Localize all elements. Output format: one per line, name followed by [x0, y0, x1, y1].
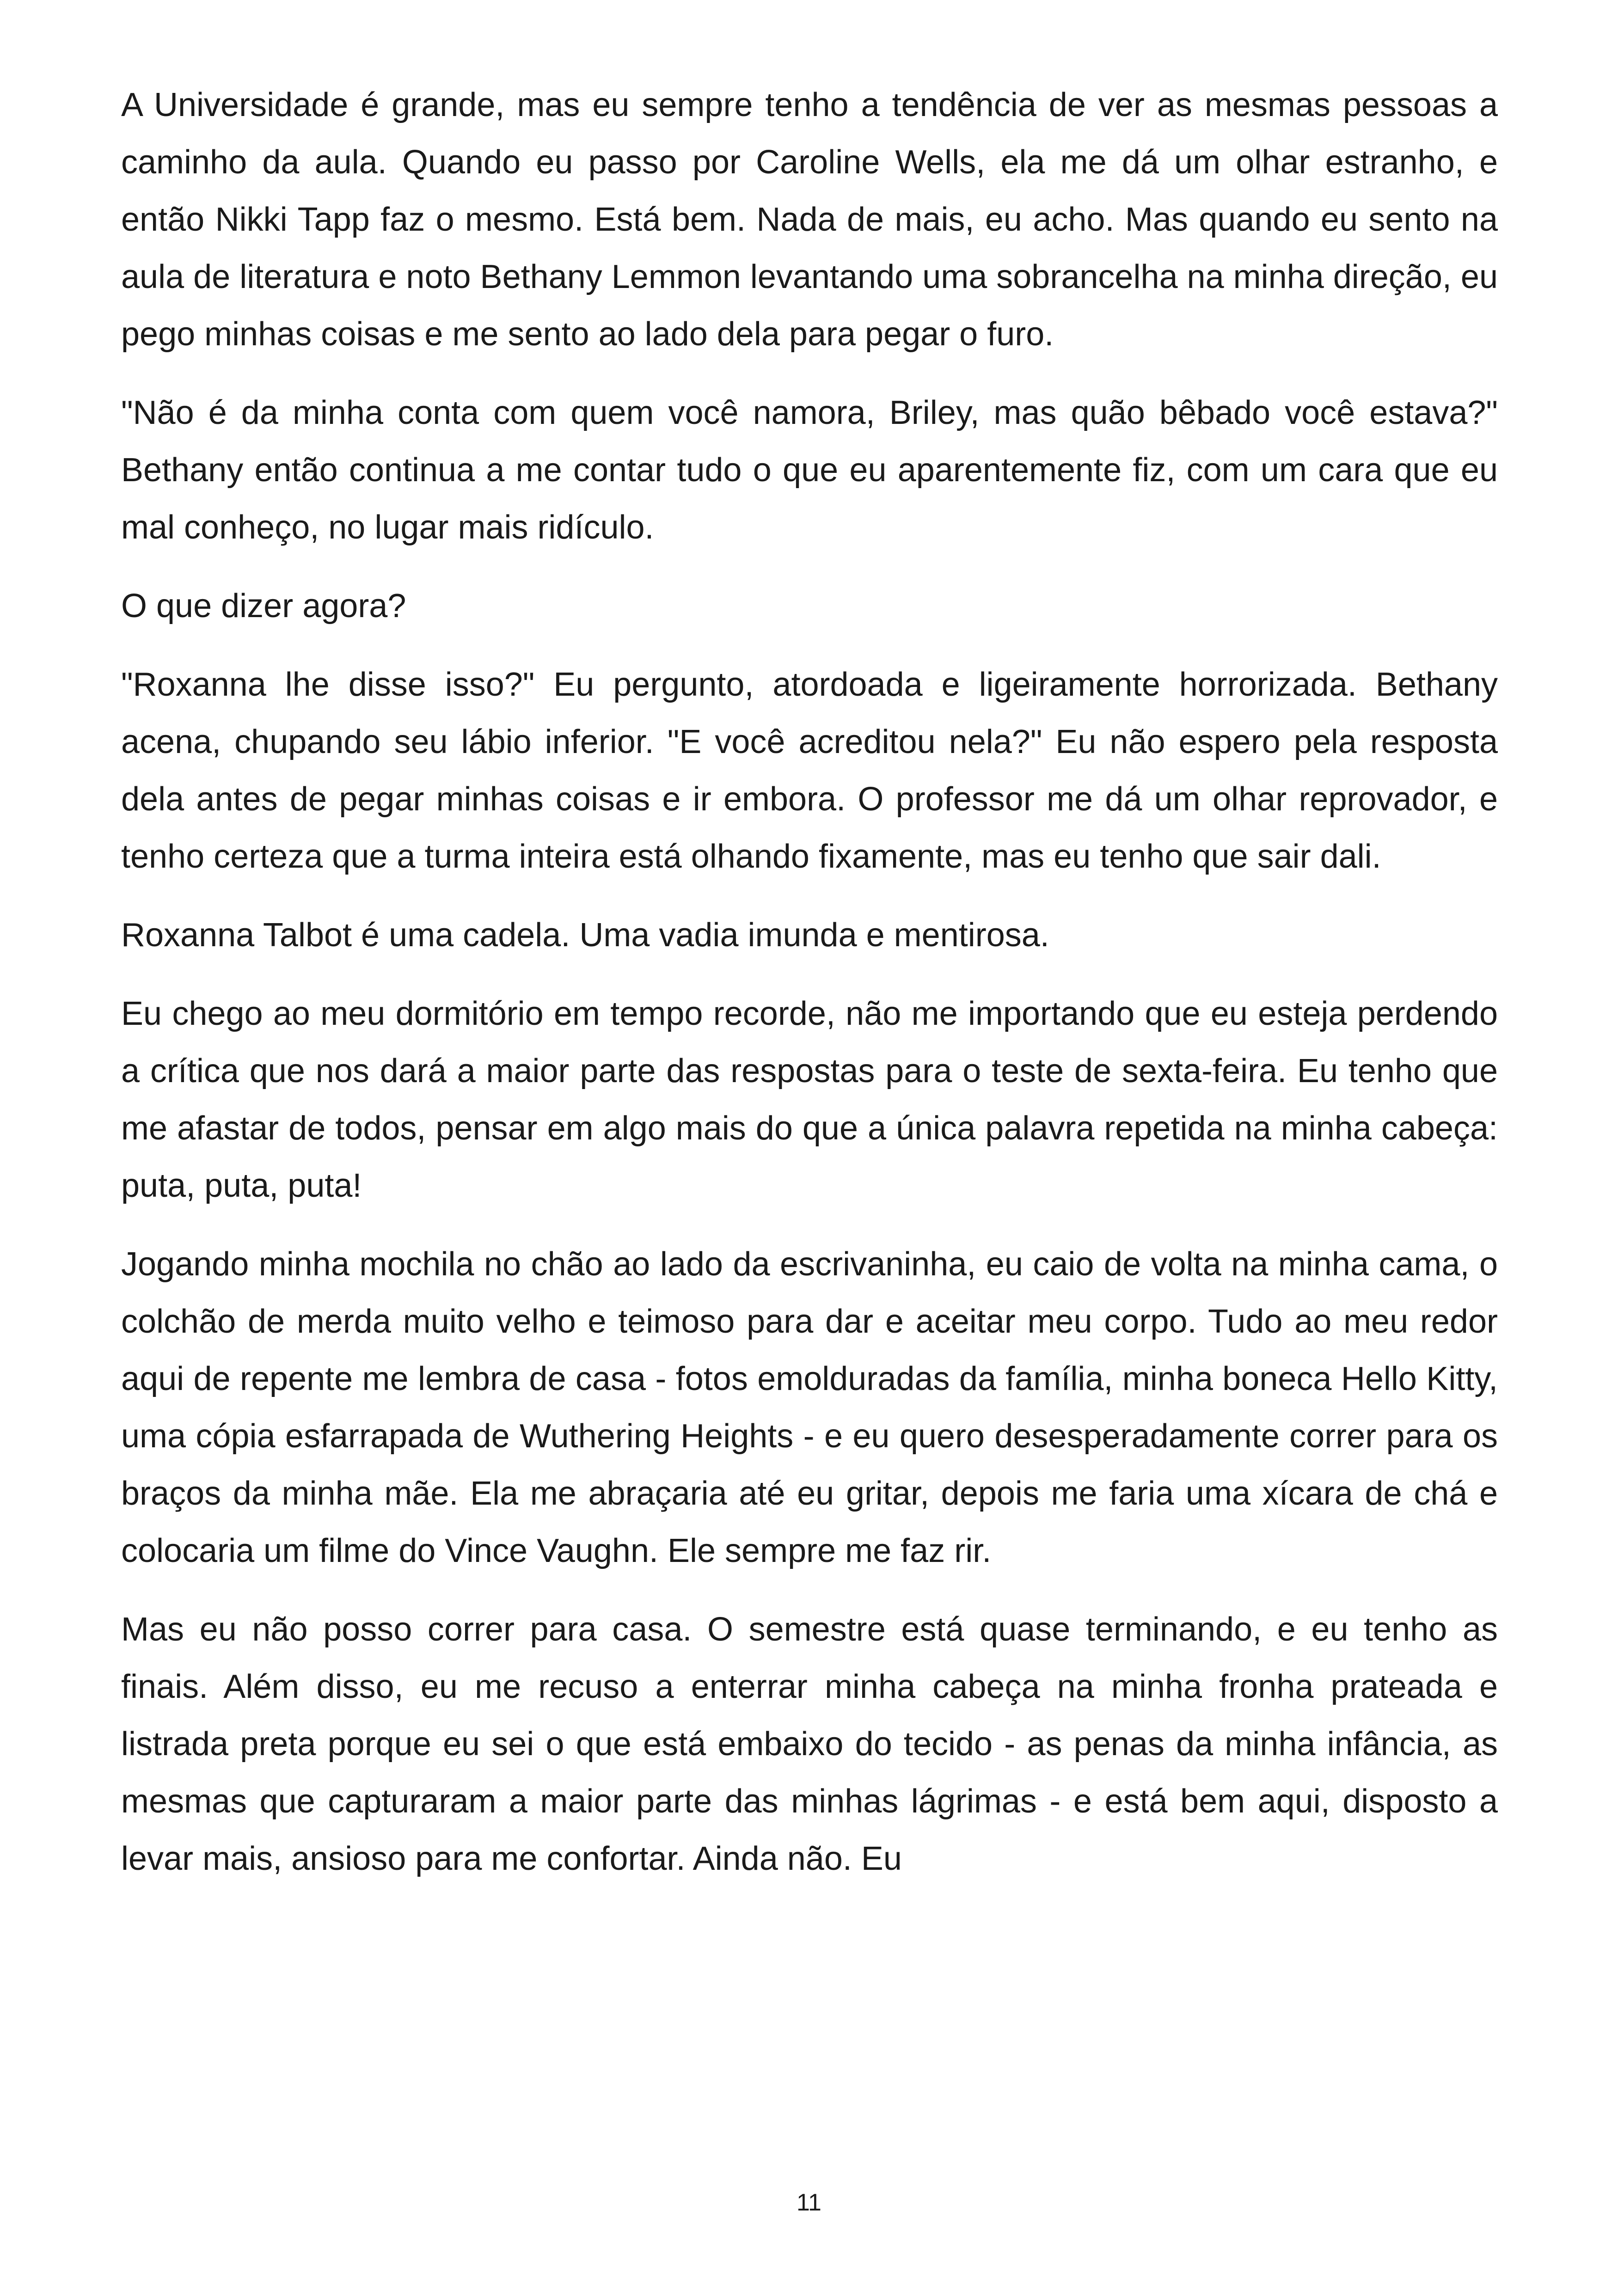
paragraph: Eu chego ao meu dormitório em tempo recorde, não me importando que eu esteja perdendo a crítica que nos dará a maior parte das respostas para o teste de sexta-feira. Eu tenho que me afastar de todos, pensar em algo mais do que a única palavra repetida na minha cabeça: puta, puta, puta! — [121, 995, 1498, 1204]
paragraph: Roxanna Talbot é uma cadela. Uma vadia imunda e mentirosa. — [121, 917, 1049, 954]
paragraph: Jogando minha mochila no chão ao lado da escrivaninha, eu caio de volta na minha cama, o colchão de merda muito velho e teimoso para dar e aceitar meu corpo. Tudo ao meu redor aqui de repente me lembra de casa - fotos emolduradas da família, minha boneca Hello Kitty, uma cópia esfarrapada de Wuthering Heights - e eu quero desesperadamente correr para os braços da minha mãe. Ela me abraçaria até eu gritar, depois me faria uma xícara de chá e colocaria um filme do Vince Vaughn. Ele sempre me faz rir. — [121, 1246, 1498, 1569]
paragraph: O que dizer agora? — [121, 588, 406, 625]
page-number: 11 — [797, 2189, 821, 2216]
document-body — [121, 76, 1498, 1909]
paragraph: "Não é da minha conta com quem você namora, Briley, mas quão bêbado você estava?" Bethany então continua a me contar tudo o que eu aparentemente fiz, com um cara que eu mal conheço, no lugar mais ridículo. — [121, 394, 1498, 546]
paragraph: A Universidade é grande, mas eu sempre tenho a tendência de ver as mesmas pessoas a caminho da aula. Quando eu passo por Caroline Wells, ela me dá um olhar estranho, e então Nikki Tapp faz o mesmo. Está bem. Nada de mais, eu acho. Mas quando eu sento na aula de literatura e noto Bethany Lemmon levantando uma sobrancelha na minha direção, eu pego minhas coisas e me sento ao lado dela para pegar o furo. — [121, 86, 1498, 353]
paragraph: "Roxanna lhe disse isso?" Eu pergunto, atordoada e ligeiramente horrorizada. Bethany acena, chupando seu lábio inferior. "E você acreditou nela?" Eu não espero pela resposta dela antes de pegar minhas coisas e ir embora. O professor me dá um olhar reprovador, e tenho certeza que a turma inteira está olhando fixamente, mas eu tenho que sair dali. — [121, 666, 1498, 875]
paragraph: Mas eu não posso correr para casa. O semestre está quase terminando, e eu tenho as finais. Além disso, eu me recuso a enterrar minha cabeça na minha fronha prateada e listrada preta porque eu sei o que está embaixo do tecido - as penas da minha infância, as mesmas que capturaram a maior parte das minhas lágrimas - e está bem aqui, disposto a levar mais, ansioso para me confortar. Ainda não. Eu — [121, 1611, 1498, 1877]
